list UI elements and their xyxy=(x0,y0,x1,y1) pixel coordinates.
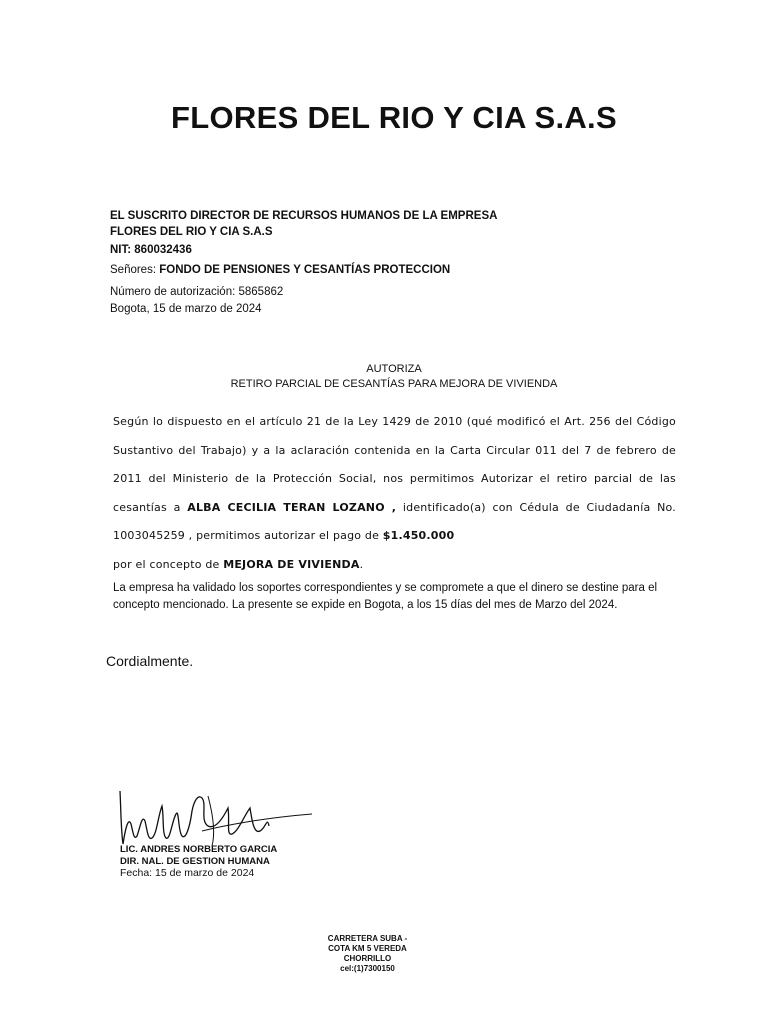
header-line-2: FLORES DEL RIO Y CIA S.A.S xyxy=(110,226,273,238)
body-paragraph xyxy=(113,408,676,579)
company-title: FLORES DEL RIO Y CIA S.A.S xyxy=(171,100,617,135)
footer-address xyxy=(300,934,435,974)
body-part-4: por el concepto de xyxy=(113,557,224,571)
authorization-line xyxy=(110,286,283,298)
heading-subject: RETIRO PARCIAL DE CESANTÍAS PARA MEJORA DE VIVIENDA xyxy=(230,378,558,390)
concept: MEJORA DE VIVIENDA xyxy=(223,557,360,571)
amount: $1.450.000 xyxy=(382,529,455,542)
id-number: 1003045259 , xyxy=(113,529,193,542)
signatory-block xyxy=(120,844,277,867)
recipient-name: FONDO DE PENSIONES Y CESANTÍAS PROTECCION xyxy=(159,264,451,276)
nit: NIT: 860032436 xyxy=(110,244,192,256)
place-date: Bogota, 15 de marzo de 2024 xyxy=(110,303,262,315)
signature-date: Fecha: 15 de marzo de 2024 xyxy=(120,867,255,879)
header-line-1: EL SUSCRITO DIRECTOR DE RECURSOS HUMANOS DE LA EMPRESA xyxy=(110,210,498,222)
body-part-5: . xyxy=(359,557,364,571)
recipient-prefix: Señores: xyxy=(110,264,157,276)
header-block xyxy=(110,208,630,258)
body-part-1: Según lo dispuesto en el artículo 21 de la Ley 1429 de 2010 (qué modificó el Art. 256 del Código Sustantivo del Trabajo) y a la aclaración contenida en la Carta Circular 011 del 7 de febrero de 2011 del Ministerio de la Protección Social, nos permitimos Autorizar el retiro parcial de las cesantías a xyxy=(113,415,676,514)
footer-line-4: cel:(1)7300150 xyxy=(340,964,395,973)
heading-authorize: AUTORIZA xyxy=(366,363,422,375)
footer-line-1: CARRETERA SUBA - xyxy=(327,934,408,943)
authorization-label: Número de autorización: xyxy=(110,286,236,298)
validation-paragraph: La empresa ha validado los soportes correspondientes y se compromete a que el dinero se destine para el concepto mencionado. La presente se expide en Bogota, a los 15 días del mes de Marzo del 2024. xyxy=(113,582,658,611)
recipient-line xyxy=(110,264,450,276)
authorization-number: 5865862 xyxy=(238,286,284,298)
footer-line-2: COTA KM 5 VEREDA xyxy=(328,944,407,953)
footer-line-3: CHORRILLO xyxy=(343,954,392,963)
beneficiary-name: ALBA CECILIA TERAN LOZANO , xyxy=(187,500,397,514)
body-part-3: permitimos autorizar el pago de xyxy=(192,529,383,542)
body-part-2: identificado(a) con Cédula de Ciudadanía No. xyxy=(396,500,676,514)
signatory-title: DIR. NAL. DE GESTION HUMANA xyxy=(120,855,270,867)
signatory-name: LIC. ANDRES NORBERTO GARCIA xyxy=(120,844,278,855)
closing: Cordialmente. xyxy=(106,653,194,669)
body-last-line xyxy=(113,551,676,580)
